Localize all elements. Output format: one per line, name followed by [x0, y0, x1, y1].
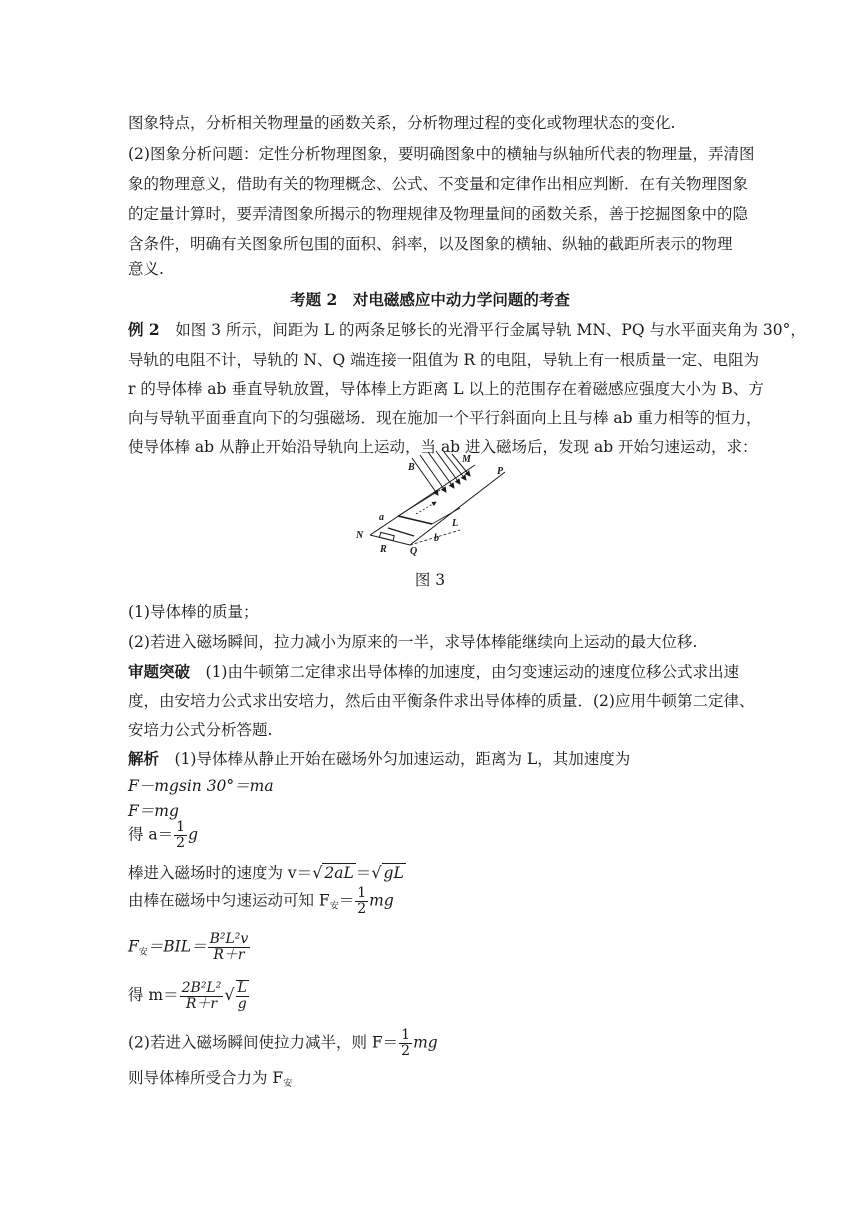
force-arrow [416, 502, 436, 514]
hint-line [128, 662, 739, 682]
section-title: 考题 2 对电磁感应中动力学问题的考查 [290, 290, 570, 309]
figure-rail-diagram [350, 450, 520, 560]
solution-line [128, 749, 630, 769]
example-line: 向与导轨平面垂直向下的匀强磁场．现在施加一个平行斜面向上且与棒 ab 重力相等的恒力， [128, 409, 762, 427]
label-b: b [434, 533, 439, 544]
rail-pq [410, 472, 505, 545]
rail-mn [370, 465, 475, 535]
solution-label: 解析 [128, 749, 160, 768]
figure-caption: 图 3 [414, 571, 446, 589]
equation-1: F－mgsin 30°＝ma [128, 777, 274, 795]
example-line [128, 320, 806, 340]
label-B: B [408, 462, 415, 473]
field-boundary [398, 516, 432, 524]
text-line: 的定量计算时，要弄清图象所揭示的物理规律及物理量间的函数关系，善于挖掘图象中的隐 [128, 205, 749, 223]
example-line: 导轨的电阻不计，导轨的 N、Q 端连接一阻值为 R 的电阻，导轨上有一根质量一定、电阻为 [128, 351, 760, 369]
equation-3: 得 a＝ $\frac{1}{2}$ g [128, 819, 199, 851]
text-line: 含条件，明确有关图象所包围的面积、斜率，以及图象的横轴、纵轴的截距所表示的物理 [128, 235, 733, 253]
hint-line: 安培力公式分析答题. [128, 721, 273, 739]
label-a: a [379, 512, 384, 523]
label-P: P [497, 466, 504, 477]
hint-label: 审题突破 [128, 662, 191, 681]
label-M: M [462, 454, 471, 465]
equation-9: 则导体棒所受合力为 $F_安$ [128, 1069, 293, 1089]
equation-5: 由棒在磁场中匀速运动可知 $F_安=$ $\frac{1}{2}$ mg [128, 885, 394, 917]
example-text: 如图 3 所示，间距为 L 的两条足够长的光滑平行金属导轨 MN、PQ 与水平面夹角为 30°， [159, 321, 806, 339]
equation-8: (2)若进入磁场瞬间使拉力减半，则 F＝ $\frac{1}{2}$ mg [128, 1027, 438, 1059]
text-line: 图象特点，分析相关物理量的函数关系，分析物理过程的变化或物理状态的变化. [128, 114, 676, 132]
hint-text: (1)由牛顿第二定律求出导体棒的加速度，由匀变速运动的速度位移公式求出速 [190, 663, 739, 681]
example-line: r 的导体棒 ab 垂直导轨放置，导体棒上方距离 L 以上的范围存在着磁感应强度大小为 B、方 [128, 380, 764, 398]
example-label: 例 2 [128, 320, 160, 339]
text-line: 象的物理意义，借助有关的物理概念、公式、不变量和定律作出相应判断．在有关物理图象 [128, 175, 749, 193]
text-line: 意义. [128, 260, 164, 278]
question-2: (2)若进入磁场瞬间，拉力减小为原来的一半，求导体棒能继续向上运动的最大位移. [128, 633, 698, 651]
equation-6: $F_安=BIL=$ $\frac{\text{B²L²v}}{R+r}$ [128, 931, 249, 963]
resistor-r [379, 532, 394, 540]
text-line: (2)图象分析问题：定性分析物理图象，要明确图象中的横轴与纵轴所代表的物理量，弄清图 [128, 145, 755, 163]
hint-line: 度，由安培力公式求出安培力，然后由平衡条件求出导体棒的质量．(2)应用牛顿第二定律、 [128, 692, 755, 710]
label-L: L [452, 518, 459, 529]
label-N: N [356, 530, 364, 541]
label-Q: Q [410, 546, 418, 557]
solution-text: (1)导体棒从静止开始在磁场外匀加速运动，距离为 L，其加速度为 [159, 750, 631, 768]
equation-4: 棒进入磁场时的速度为 v＝√ 2aL ＝√ gL [128, 863, 404, 882]
equation-7: 得 m＝ $\frac{\text{2B²L²}}{R+r}$ √ $\frac{L}{g}$ [128, 979, 247, 1012]
label-R: R [380, 544, 387, 555]
example-line: 使导体棒 ab 从静止开始沿导轨向上运动，当 ab 进入磁场后，发现 ab 开始匀速运动，求： [128, 438, 758, 456]
field-arrow [412, 458, 438, 495]
question-1: (1)导体棒的质量； [128, 603, 259, 621]
field-arrow [420, 455, 446, 492]
equation-2: F＝mg [128, 802, 179, 820]
